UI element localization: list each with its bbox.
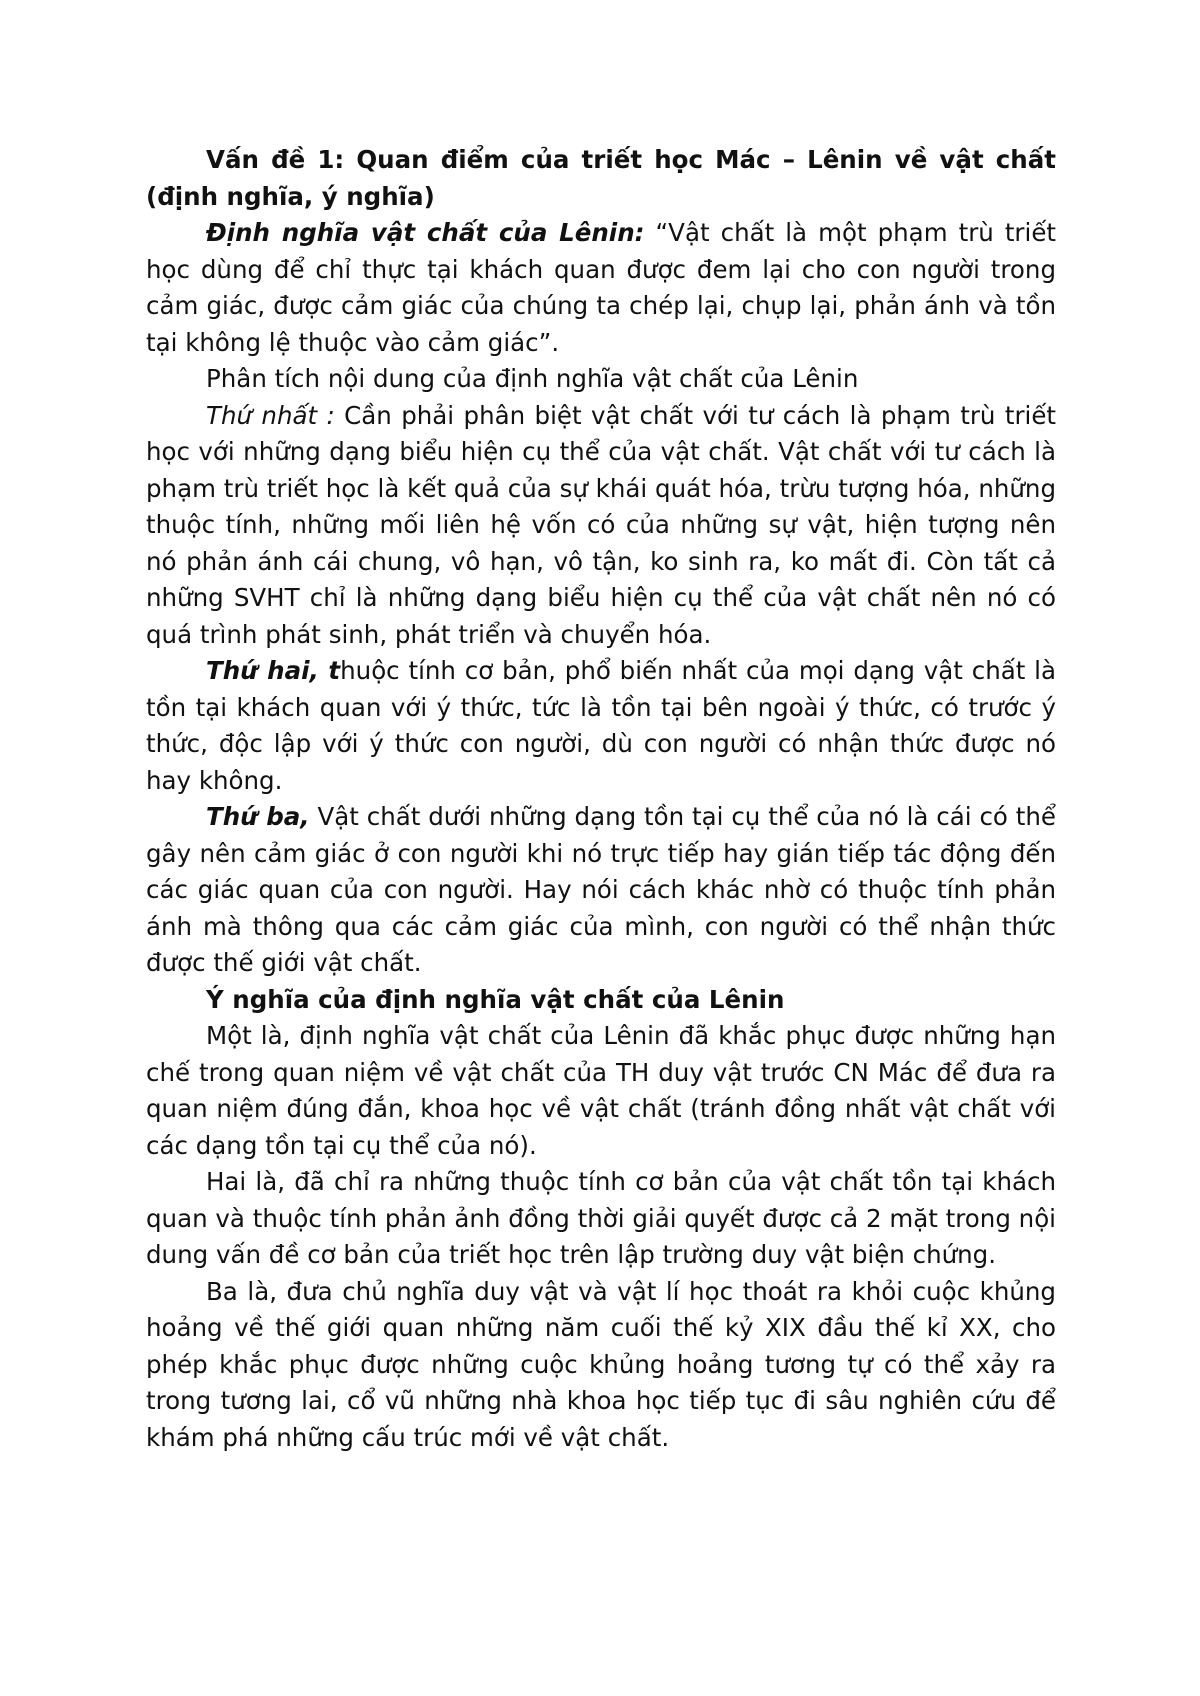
significance-2-paragraph: Hai là, đã chỉ ra những thuộc tính cơ bản của vật chất tồn tại khách quan và thuộc tính phản ảnh đồng thời giải quyết được cả 2 mặt trong nội dung vấn đề cơ bản của triết học trên lập trường duy vật biện chứng. — [146, 1167, 1056, 1269]
definition-text: “Vật chất là một phạm trù triết học dùng để chỉ thực tại khách quan được đem lại cho con người trong cảm giác, được cảm giác của chúng ta chép lại, chụp lại, phản ánh và tồn tại không lệ thuộc vào cảm giác”. — [146, 218, 1056, 357]
significance-3-paragraph: Ba là, đưa chủ nghĩa duy vật và vật lí học thoát ra khỏi cuộc khủng hoảng về thế giới quan những năm cuối thế kỷ XIX đầu thế kỉ XX, cho phép khắc phục được những cuộc khủng hoảng tương tự có thể xảy ra trong tương lai, cổ vũ những nhà khoa học tiếp tục đi sâu nghiên cứu để khám phá những cấu trúc mới về vật chất. — [146, 1276, 1056, 1452]
document-title: Vấn đề 1: Quan điểm của triết học Mác – Lênin về vật chất (định nghĩa, ý nghĩa) — [146, 145, 1056, 211]
point-1-text: Cần phải phân biệt vật chất với tư cách là phạm trù triết học với những dạng biểu hiện cụ thể của vật chất. Vật chất với tư cách là phạm trù triết học là kết quả của sự khái quát hóa, trừu tượng hóa, những thuộc tính, những mối liên hệ vốn có của những sự vật, hiện tượng nên nó phản ánh cái chung, vô hạn, vô tận, ko sinh ra, ko mất đi. Còn tất cả những SVHT chỉ là những dạng biểu hiện cụ thể của vật chất nên nó có quá trình phát sinh, phát triển và chuyển hóa. — [146, 400, 1057, 649]
point-1-paragraph — [146, 398, 1056, 654]
point-3-label: Thứ ba, — [206, 802, 310, 831]
definition-paragraph — [146, 215, 1056, 361]
point-2-text: huộc tính cơ bản, phổ biến nhất của mọi dạng vật chất là tồn tại khách quan với ý thức, tức là tồn tại bên ngoài ý thức, có trước ý thức, độc lập với ý thức con người, dù con người có nhận thức được nó hay không. — [146, 656, 1057, 795]
point-2-paragraph — [146, 653, 1056, 799]
point-3-paragraph — [146, 799, 1056, 982]
point-1-label: Thứ nhất : — [206, 400, 335, 430]
analysis-heading: Phân tích nội dung của định nghĩa vật chất của Lênin — [206, 364, 859, 393]
point-2-label: Thứ hai, t — [206, 656, 341, 685]
document-page — [146, 142, 1056, 1456]
definition-label: Định nghĩa vật chất của Lênin: — [206, 218, 645, 247]
significance-1-paragraph: Một là, định nghĩa vật chất của Lênin đã khắc phục được những hạn chế trong quan niệm về vật chất của TH duy vật trước CN Mác để đưa ra quan niệm đúng đắn, khoa học về vật chất (tránh đồng nhất vật chất với các dạng tồn tại cụ thể của nó). — [146, 1021, 1056, 1160]
point-3-text: Vật chất dưới những dạng tồn tại cụ thể của nó là cái có thể gây nên cảm giác ở con người khi nó trực tiếp hay gián tiếp tác động đến các giác quan của con người. Hay nói cách khác nhờ có thuộc tính phản ánh mà thông qua các cảm giác của mình, con người có thể nhận thức được thế giới vật chất. — [146, 802, 1056, 977]
significance-heading: Ý nghĩa của định nghĩa vật chất của Lênin — [206, 984, 785, 1014]
